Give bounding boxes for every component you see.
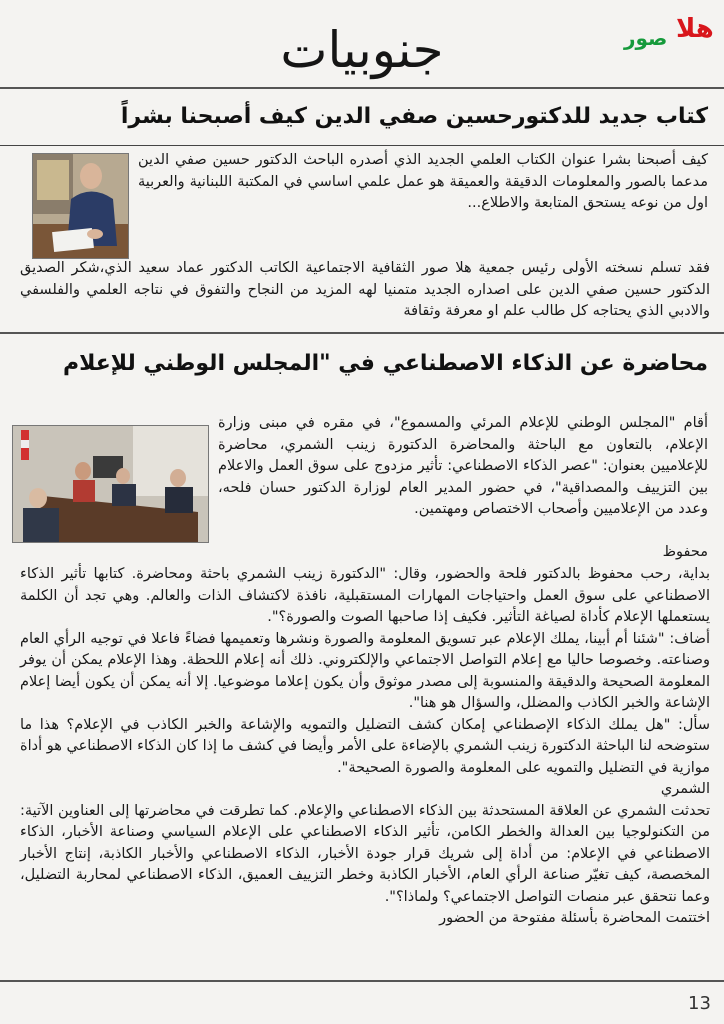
label-shammari: الشمري	[660, 781, 710, 797]
section-title: جنوبيات	[280, 21, 444, 79]
logo-text-green: صور	[624, 26, 668, 50]
paragraph-asked: سأل: "هل يملك الذكاء الإصطناعي إمكان كشف التضليل والتمويه والإشاعة والخبر الكاذب في الإعلام؟ هذا ما ستوضحه لنا الباحثة الدكتورة زينب الشمري بالإضاءة على الأمر وأيضا في كشف ما إذا كان الذكاء الاصطناعي هو أداة موازية في التضليل والتمويه على المعلومة والصورة الصحيحة".	[20, 716, 710, 776]
logo	[620, 12, 720, 52]
logo-text-red: هلا	[676, 14, 714, 44]
footer-rule	[0, 980, 724, 982]
lecture-photo-graphic	[13, 426, 208, 542]
article2-headline: محاضرة عن الذكاء الاصطناعي في "المجلس الوطني للإعلام	[62, 351, 708, 376]
article1-intro: كيف أصبحنا بشرا عنوان الكتاب العلمي الجديد الذي أصدره الباحث الدكتور حسين صفي الدين مدعما بالصور والمعلومات الدقيقة والعميقة هو عمل علمي اساسي في المكتبة اللبنانية والعربية اول من نوعه يستحق المتابعة والاطلاع...	[138, 152, 708, 211]
article2-intro: أقام "المجلس الوطني للإعلام المرئي والمسموع"، في مقره في مبنى وزارة الإعلام، بالتعاون مع الباحثة والمحاضرة الدكتورة زينب الشمري، محاضرة للإعلاميين بعنوان: "عصر الذكاء الاصطناعي: تأثير مزدوج على سوق العمل والاعلام بين التزييف والمصداقية"، في حضور المدير العام لوزارة الدكتور حسان فلحه، وعدد من الإعلاميين وأصحاب الاختصاص ومهتمين.	[218, 415, 708, 517]
header-rule	[0, 87, 724, 89]
article1-headline: كتاب جديد للدكتورحسين صفي الدين كيف أصبحنا بشراً	[120, 104, 708, 129]
page-number: 13	[688, 993, 711, 1014]
paragraph-closing: اختتمت المحاضرة بأسئلة مفتوحة من الحضور	[439, 910, 710, 926]
paragraph-shammari: تحدثت الشمري عن العلاقة المستحدثة بين الذكاء الاصطناعي والإعلام. كما تطرقت في محاضرتها إلى العناوين الآتية: من التكنولوجيا بين العدالة والخطر الكامن، تأثير الذكاء الاصطناعي على الإعلام السياسي وصناعة الأخبار، الذكاء الاصطناعي في الإعلام: من أداة إلى شريك قرار جودة الأخبار، الذكاء الاصطناعي والأخبار الكاذبة، إنتاج الأخبار المخصصة، كيف تغيّر صناعة الرأي العام، الأخبار الكاذبة وخطر التزييف العميق، الذكاء الاصطناعي لمحاربة التضليل، وعما نتحقق عبر منصات التواصل الاجتماعي؟ ولماذا؟".	[20, 802, 710, 905]
section-rule	[0, 332, 724, 334]
article2-body	[20, 564, 710, 930]
article1-rule	[0, 145, 724, 146]
lecture-photo	[12, 425, 209, 543]
paragraph-welcome: بداية، رحب محفوظ بالدكتور فلحة والحضور، وقال: "الدكتورة زينب الشمري باحثة ومحاضرة. كتابها تأثير الذكاء الاصطناعي على سوق العمل واحتياجات المهارات المستقبلية، نافذة لاكتشاف الذات والعالم. وهي تجد أن الكلمة يستعملها الإعلام كأداة لصياغة التأثير. فكيف إذا صاحبها الصوت والصورة؟".	[20, 566, 710, 625]
label-mahfouz: محفوظ	[662, 544, 708, 560]
author-photo	[32, 153, 129, 259]
article1-body: فقد تسلم نسخته الأولى رئيس جمعية هلا صور الثقافية الاجتماعية الكاتب الدكتور عماد سعيد الذي،شكر الصديق الدكتور حسين صفي الدين على اصداره الجديد متمنيا لهه المزيد من النجاح والتفوق في نتاجه العلمي والفلسفي والادبي الذي يحتاجه كل طالب علم او معرفة وثقافة	[20, 260, 710, 319]
paragraph-added: أضاف: "شئنا أم أبينا، يملك الإعلام عبر تسويق المعلومة والصورة ونشرها وتعميمها فضاءً فاعلا في توجيه الرأي العام وصناعته. وخصوصا حاليا مع إعلام التواصل الاجتماعي والإلكتروني. ذلك أنه إعلام اللحظة. وهذا الإعلام يمكن أن يوفر المعلومة الصحيحة والدقيقة والمنسوبة إلى مصدر موثوق وأن يكون إعلاما موضوعيا. إلا أنه يمكن أن يكون أيضا إعلام الإشاعة والخبر الكاذب والمضلل، والسؤال هو هنا".	[20, 630, 710, 711]
author-photo-graphic	[33, 154, 128, 258]
